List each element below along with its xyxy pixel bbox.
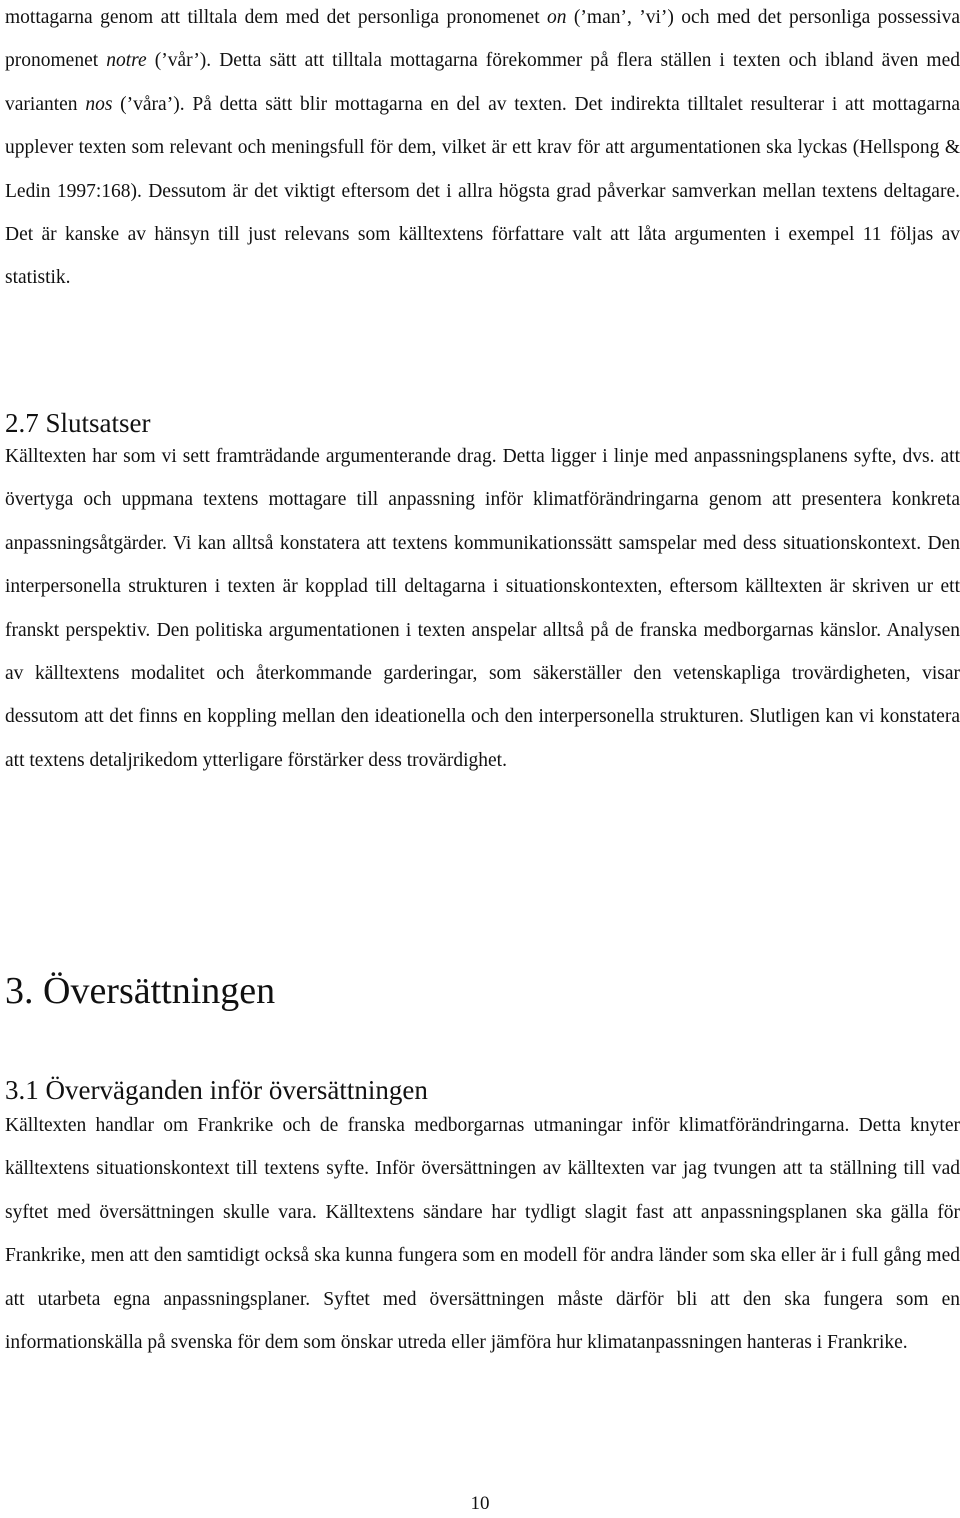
section-heading-3-1: 3.1 Överväganden inför översättningen (5, 1075, 428, 1105)
italic-term-on: on (547, 7, 567, 28)
italic-term-notre: notre (106, 50, 147, 72)
chapter-heading-3: 3. Översättningen (5, 970, 276, 1012)
paragraph-overvaganden: Källtexten handlar om Frankrike och de franska medborgarnas utmaningar inför klimatförändringarna. Detta knyter källtextens situationskontext till textens syfte. Inför översättningen av källtexten var jag tvungen att ta ställning till vad syftet med översättningen skulle vara. Källtextens sändare har tydligt slagit fast att anpassningsplanen ska gälla för Frankrike, men att den samtidigt också ska kunna fungera som en modell för andra länder som ska eller är i full gång med att utarbeta egna anpassningsplaner. Syftet med översättningen måste därför bli att den ska fungera som en informationskälla på svenska för dem som önskar utreda eller jämföra hur klimatanpassningen hanteras i Frankrike. (5, 1115, 960, 1354)
paragraph-slutsatser: Källtexten har som vi sett framträdande argumenterande drag. Detta ligger i linje med anpassningsplanens syfte, dvs. att övertyga och uppmana textens mottagare till anpassning inför klimatförändringarna genom att presentera konkreta anpassningsåtgärder. Vi kan alltså konstatera att textens kommunikationssätt samspelar med dess situationskontext. Den interpersonella strukturen i texten är kopplad till deltagarna i situationskontexten, eftersom källtexten är skriven ur ett franskt perspektiv. Den politiska argumentationen i texten anspelar alltså på de franska medborgarnas känslor. Analysen av källtextens modalitet och återkommande garderingar, som säkerställer den vetenskapliga trovärdigheten, visar dessutom att det finns en koppling mellan den ideationella och den interpersonella strukturen. Slutligen kan vi konstatera att textens detaljrikedom ytterligare förstärker dess trovärdighet. (5, 446, 960, 771)
paragraph-text: (’man’, ’vi’) och med det personliga possessiva pronomenet (5, 7, 960, 72)
paragraph-text: (’vår’). Detta sätt att tilltala mottagarna förekommer på flera ställen i texten och ibland även med varianten (5, 50, 960, 115)
section-heading-2-7: 2.7 Slutsatser (5, 408, 151, 438)
paragraph-text: (’våra’). På detta sätt blir mottagarna en del av texten. Det indirekta tilltalet resulterar i att mottagarna upplever texten som relevant och meningsfull för dem, vilket är ett krav för att argumentationen ska lyckas (Hellspong & Ledin 1997:168). Dessutom är det viktigt eftersom det i allra högsta grad påverkar samverkan mellan textens deltagare. Det är kanske av hänsyn till just relevans som källtextens författare valt att låta argumenten i exempel 11 följas av statistik. (5, 93, 960, 289)
paragraph-intro (5, 0, 960, 300)
paragraph-text: mottagarna genom att tilltala dem med det personliga pronomenet (5, 7, 548, 28)
page-number: 10 (470, 1493, 490, 1514)
italic-term-nos: nos (85, 93, 113, 115)
